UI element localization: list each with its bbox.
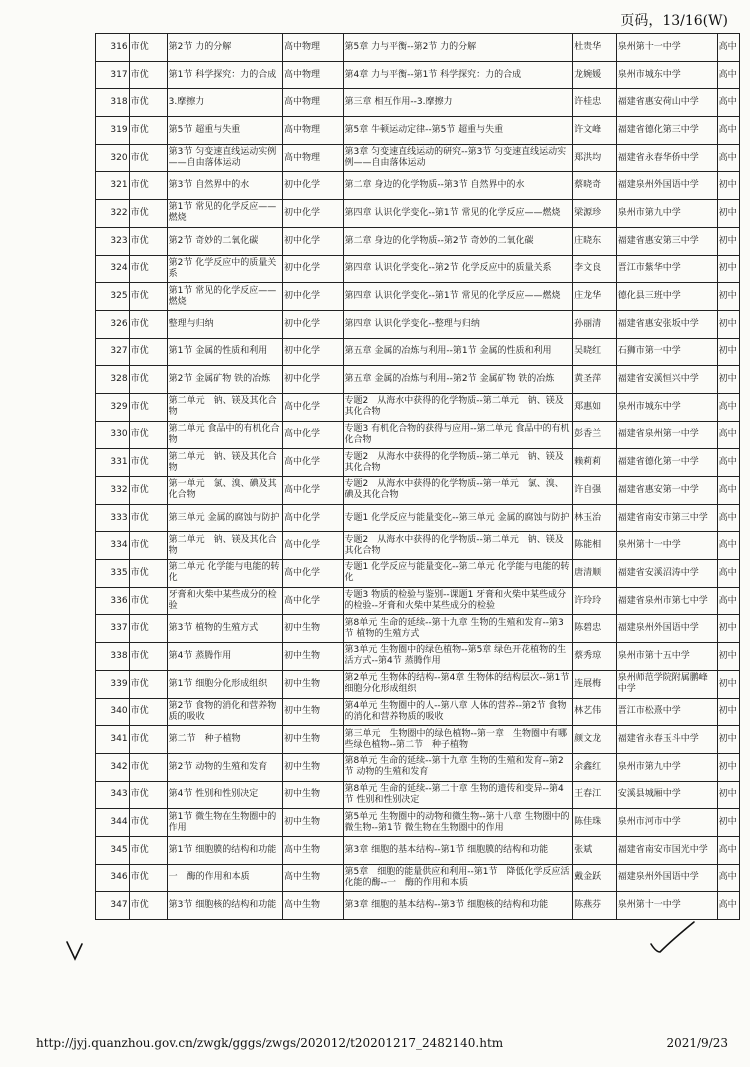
chapter-path-cell: 第五章 金属的冶炼与利用--第2节 金属矿物 铁的冶炼 [343, 366, 573, 394]
chapter-path-cell: 第8单元 生命的延续--第十九章 生物的生殖和发育--第2节 动物的生殖和发育 [343, 753, 573, 781]
lesson-title-cell: 第3节 植物的生殖方式 [167, 615, 282, 643]
teacher-name-cell: 蔡秀琼 [573, 643, 617, 671]
lesson-title-cell: 第二单元 钠、镁及其化合物 [167, 532, 282, 560]
teacher-name-cell: 陈碧忠 [573, 615, 617, 643]
lesson-title-cell: 第三单元 金属的腐蚀与防护 [167, 504, 282, 532]
subject-cell: 初中生物 [283, 670, 343, 698]
row-number-cell: 316 [96, 34, 130, 62]
lesson-title-cell: 第1节 科学探究：力的合成 [167, 61, 282, 89]
table-row [96, 781, 740, 809]
subject-cell: 初中生物 [283, 781, 343, 809]
table-row [96, 366, 740, 394]
subject-cell: 初中生物 [283, 726, 343, 754]
school-stage-cell: 初中 [717, 726, 739, 754]
chapter-path-cell: 第3章 匀变速直线运动的研究--第3节 匀变速直线运动实例——自由落体运动 [343, 144, 573, 172]
table-row [96, 615, 740, 643]
teacher-name-cell: 戴金跃 [573, 864, 617, 892]
award-level-cell: 市优 [129, 117, 167, 145]
award-level-cell: 市优 [129, 726, 167, 754]
school-name-cell: 泉州第十一中学 [616, 34, 717, 62]
award-level-cell: 市优 [129, 477, 167, 505]
subject-cell: 高中生物 [283, 864, 343, 892]
teacher-name-cell: 孙丽清 [573, 310, 617, 338]
award-level-cell: 市优 [129, 670, 167, 698]
chapter-path-cell: 第8单元 生命的延续--第二十章 生物的遗传和变异--第4节 性别和性别决定 [343, 781, 573, 809]
lesson-title-cell: 第2节 食物的消化和营养物质的吸收 [167, 698, 282, 726]
award-level-cell: 市优 [129, 809, 167, 837]
teacher-name-cell: 龙婉媛 [573, 61, 617, 89]
chapter-path-cell: 第二章 身边的化学物质--第3节 自然界中的水 [343, 172, 573, 200]
award-level-cell: 市优 [129, 34, 167, 62]
teacher-name-cell: 林玉治 [573, 504, 617, 532]
row-number-cell: 340 [96, 698, 130, 726]
chapter-path-cell: 第8单元 生命的延续--第十九章 生物的生殖和发育--第3节 植物的生殖方式 [343, 615, 573, 643]
school-stage-cell: 初中 [717, 227, 739, 255]
lesson-title-cell: 第4节 性别和性别决定 [167, 781, 282, 809]
subject-cell: 高中化学 [283, 560, 343, 588]
chapter-path-cell: 第5章 牛顿运动定律--第5节 超重与失重 [343, 117, 573, 145]
award-level-cell: 市优 [129, 698, 167, 726]
table-row [96, 809, 740, 837]
teacher-name-cell: 郑洪均 [573, 144, 617, 172]
subject-cell: 高中物理 [283, 89, 343, 117]
subject-cell: 初中生物 [283, 753, 343, 781]
table-row [96, 61, 740, 89]
chapter-path-cell: 第三章 相互作用--3.摩擦力 [343, 89, 573, 117]
row-number-cell: 333 [96, 504, 130, 532]
lesson-title-cell: 第二单元 化学能与电能的转化 [167, 560, 282, 588]
teacher-name-cell: 吴晓红 [573, 338, 617, 366]
table-row [96, 864, 740, 892]
teacher-name-cell: 庄龙华 [573, 283, 617, 311]
school-stage-cell: 初中 [717, 200, 739, 228]
school-stage-cell: 初中 [717, 255, 739, 283]
teacher-name-cell: 连展梅 [573, 670, 617, 698]
lesson-title-cell: 第二节 种子植物 [167, 726, 282, 754]
award-level-cell: 市优 [129, 89, 167, 117]
chapter-path-cell: 第4单元 生物圈中的人--第八章 人体的营养--第2节 食物的消化和营养物质的吸收 [343, 698, 573, 726]
teacher-name-cell: 许桂忠 [573, 89, 617, 117]
row-number-cell: 339 [96, 670, 130, 698]
subject-cell: 初中化学 [283, 227, 343, 255]
teacher-name-cell: 许自强 [573, 477, 617, 505]
table-row [96, 255, 740, 283]
subject-cell: 高中化学 [283, 587, 343, 615]
school-name-cell: 晋江市紫华中学 [616, 255, 717, 283]
row-number-cell: 336 [96, 587, 130, 615]
subject-cell: 高中物理 [283, 144, 343, 172]
row-number-cell: 328 [96, 366, 130, 394]
subject-cell: 初中化学 [283, 338, 343, 366]
teacher-name-cell: 陈佳珠 [573, 809, 617, 837]
row-number-cell: 346 [96, 864, 130, 892]
table-row [96, 726, 740, 754]
school-stage-cell: 高中 [717, 560, 739, 588]
row-number-cell: 321 [96, 172, 130, 200]
school-name-cell: 泉州市河市中学 [616, 809, 717, 837]
award-level-cell: 市优 [129, 753, 167, 781]
table-row [96, 393, 740, 421]
table-row [96, 836, 740, 864]
row-number-cell: 344 [96, 809, 130, 837]
school-stage-cell: 高中 [717, 587, 739, 615]
table-row [96, 670, 740, 698]
lesson-title-cell: 第2节 力的分解 [167, 34, 282, 62]
school-name-cell: 泉州市第九中学 [616, 753, 717, 781]
chapter-path-cell: 第5章 力与平衡--第2节 力的分解 [343, 34, 573, 62]
school-stage-cell: 高中 [717, 892, 739, 920]
subject-cell: 高中化学 [283, 477, 343, 505]
award-level-cell: 市优 [129, 643, 167, 671]
subject-cell: 高中生物 [283, 836, 343, 864]
teacher-name-cell: 赖莉莉 [573, 449, 617, 477]
teacher-name-cell: 庄晓东 [573, 227, 617, 255]
subject-cell: 初中生物 [283, 615, 343, 643]
school-stage-cell: 初中 [717, 366, 739, 394]
school-stage-cell: 高中 [717, 477, 739, 505]
row-number-cell: 342 [96, 753, 130, 781]
lesson-title-cell: 第二单元 钠、镁及其化合物 [167, 393, 282, 421]
footer-date: 2021/9/23 [666, 1036, 728, 1050]
chapter-path-cell: 第三单元 生物圈中的绿色植物--第一章 生物圈中有哪些绿色植物--第二节 种子植物 [343, 726, 573, 754]
lesson-title-cell: 第1节 常见的化学反应——燃烧 [167, 200, 282, 228]
teacher-name-cell: 余鑫红 [573, 753, 617, 781]
subject-cell: 初中生物 [283, 809, 343, 837]
school-name-cell: 泉州师范学院附属鹏峰中学 [616, 670, 717, 698]
subject-cell: 初中化学 [283, 366, 343, 394]
award-level-cell: 市优 [129, 532, 167, 560]
table-row [96, 753, 740, 781]
award-level-cell: 市优 [129, 587, 167, 615]
teacher-name-cell: 许玲玲 [573, 587, 617, 615]
school-name-cell: 泉州市第十五中学 [616, 643, 717, 671]
chapter-path-cell: 专题2 从海水中获得的化学物质--第二单元 钠、镁及其化合物 [343, 532, 573, 560]
row-number-cell: 343 [96, 781, 130, 809]
award-level-cell: 市优 [129, 172, 167, 200]
school-stage-cell: 初中 [717, 670, 739, 698]
table-row [96, 643, 740, 671]
school-stage-cell: 高中 [717, 393, 739, 421]
lesson-title-cell: 第二单元 钠、镁及其化合物 [167, 449, 282, 477]
lesson-title-cell: 第2节 化学反应中的质量关系 [167, 255, 282, 283]
teacher-name-cell: 王春江 [573, 781, 617, 809]
chapter-path-cell: 专题2 从海水中获得的化学物质--第一单元 氯、溴、碘及其化合物 [343, 477, 573, 505]
school-name-cell: 福建省泉州市第七中学 [616, 587, 717, 615]
row-number-cell: 322 [96, 200, 130, 228]
school-name-cell: 福建省永春玉斗中学 [616, 726, 717, 754]
chapter-path-cell: 第2单元 生物体的结构--第4章 生物体的结构层次--第1节 细胞分化形成组织 [343, 670, 573, 698]
school-stage-cell: 初中 [717, 172, 739, 200]
lesson-title-cell: 第1节 微生物在生物圈中的作用 [167, 809, 282, 837]
footer-url: http://jyj.quanzhou.gov.cn/zwgk/gggs/zwgs/202012/t20201217_2482140.htm [36, 1036, 504, 1050]
school-stage-cell: 高中 [717, 89, 739, 117]
lesson-title-cell: 第2节 奇妙的二氧化碳 [167, 227, 282, 255]
lesson-title-cell: 第1节 细胞膜的结构和功能 [167, 836, 282, 864]
lesson-title-cell: 第4节 蒸腾作用 [167, 643, 282, 671]
award-level-cell: 市优 [129, 615, 167, 643]
chapter-path-cell: 第四章 认识化学变化--第1节 常见的化学反应——燃烧 [343, 283, 573, 311]
award-level-cell: 市优 [129, 255, 167, 283]
school-name-cell: 泉州第十一中学 [616, 532, 717, 560]
school-name-cell: 福建泉州外国语中学 [616, 864, 717, 892]
teacher-name-cell: 颜文龙 [573, 726, 617, 754]
subject-cell: 高中化学 [283, 449, 343, 477]
table-row [96, 227, 740, 255]
check-mark-right-icon [648, 918, 698, 958]
table-row [96, 532, 740, 560]
table-row [96, 89, 740, 117]
school-name-cell: 福建泉州外国语中学 [616, 615, 717, 643]
chapter-path-cell: 第二章 身边的化学物质--第2节 奇妙的二氧化碳 [343, 227, 573, 255]
lesson-title-cell: 第一单元 氯、溴、碘及其化合物 [167, 477, 282, 505]
table-row [96, 587, 740, 615]
chapter-path-cell: 第5章 细胞的能量供应和利用--第1节 降低化学反应活化能的酶--一 酶的作用和本质 [343, 864, 573, 892]
lesson-title-cell: 第2节 金属矿物 铁的冶炼 [167, 366, 282, 394]
award-level-cell: 市优 [129, 61, 167, 89]
teacher-name-cell: 郑惠如 [573, 393, 617, 421]
page-number: 页码，13/16(W) [620, 13, 728, 29]
school-name-cell: 福建省永春华侨中学 [616, 144, 717, 172]
table-row [96, 172, 740, 200]
award-level-cell: 市优 [129, 227, 167, 255]
lesson-title-cell: 牙膏和火柴中某些成分的检验 [167, 587, 282, 615]
chapter-path-cell: 第3章 细胞的基本结构--第3节 细胞核的结构和功能 [343, 892, 573, 920]
school-name-cell: 泉州市第九中学 [616, 200, 717, 228]
row-number-cell: 332 [96, 477, 130, 505]
award-level-cell: 市优 [129, 200, 167, 228]
row-number-cell: 320 [96, 144, 130, 172]
subject-cell: 高中生物 [283, 892, 343, 920]
table-row [96, 421, 740, 449]
school-name-cell: 福建省南安市第三中学 [616, 504, 717, 532]
award-level-cell: 市优 [129, 421, 167, 449]
school-name-cell: 福建省安溪恒兴中学 [616, 366, 717, 394]
school-stage-cell: 初中 [717, 310, 739, 338]
school-name-cell: 福建省惠安张坂中学 [616, 310, 717, 338]
table-row [96, 144, 740, 172]
table-row [96, 504, 740, 532]
school-name-cell: 福建省德化第一中学 [616, 449, 717, 477]
school-stage-cell: 初中 [717, 643, 739, 671]
school-stage-cell: 高中 [717, 421, 739, 449]
school-stage-cell: 初中 [717, 809, 739, 837]
row-number-cell: 323 [96, 227, 130, 255]
school-stage-cell: 高中 [717, 864, 739, 892]
row-number-cell: 330 [96, 421, 130, 449]
school-stage-cell: 高中 [717, 532, 739, 560]
chapter-path-cell: 专题2 从海水中获得的化学物质--第二单元 钠、镁及其化合物 [343, 449, 573, 477]
row-number-cell: 318 [96, 89, 130, 117]
subject-cell: 初中化学 [283, 283, 343, 311]
table-row [96, 560, 740, 588]
school-stage-cell: 初中 [717, 781, 739, 809]
subject-cell: 高中物理 [283, 34, 343, 62]
teacher-name-cell: 陈燕芬 [573, 892, 617, 920]
award-level-cell: 市优 [129, 864, 167, 892]
chapter-path-cell: 第4章 力与平衡--第1节 科学探究：力的合成 [343, 61, 573, 89]
table-row [96, 283, 740, 311]
row-number-cell: 329 [96, 393, 130, 421]
check-mark-left-icon [64, 938, 90, 964]
lesson-title-cell: 整理与归纳 [167, 310, 282, 338]
table-row [96, 200, 740, 228]
lesson-title-cell: 第5节 超重与失重 [167, 117, 282, 145]
lesson-title-cell: 第1节 常见的化学反应——燃烧 [167, 283, 282, 311]
award-level-cell: 市优 [129, 310, 167, 338]
lesson-title-cell: 3.摩擦力 [167, 89, 282, 117]
teacher-name-cell: 唐清顺 [573, 560, 617, 588]
award-level-cell: 市优 [129, 449, 167, 477]
row-number-cell: 338 [96, 643, 130, 671]
subject-cell: 高中化学 [283, 421, 343, 449]
row-number-cell: 317 [96, 61, 130, 89]
chapter-path-cell: 专题1 化学反应与能量变化--第二单元 化学能与电能的转化 [343, 560, 573, 588]
subject-cell: 高中化学 [283, 532, 343, 560]
school-name-cell: 德化县三班中学 [616, 283, 717, 311]
school-stage-cell: 高中 [717, 144, 739, 172]
award-level-cell: 市优 [129, 560, 167, 588]
award-table [95, 33, 740, 920]
school-name-cell: 石狮市第一中学 [616, 338, 717, 366]
lesson-title-cell: 第2节 动物的生殖和发育 [167, 753, 282, 781]
table-row [96, 698, 740, 726]
subject-cell: 初中化学 [283, 255, 343, 283]
teacher-name-cell: 李文良 [573, 255, 617, 283]
row-number-cell: 345 [96, 836, 130, 864]
school-name-cell: 福建泉州外国语中学 [616, 172, 717, 200]
award-level-cell: 市优 [129, 338, 167, 366]
table-row [96, 117, 740, 145]
school-name-cell: 福建省安溪沼涛中学 [616, 560, 717, 588]
table-row [96, 310, 740, 338]
subject-cell: 高中物理 [283, 61, 343, 89]
row-number-cell: 335 [96, 560, 130, 588]
lesson-title-cell: 一 酶的作用和本质 [167, 864, 282, 892]
school-name-cell: 泉州市城东中学 [616, 61, 717, 89]
chapter-path-cell: 专题3 物质的检验与鉴别--课题1 牙膏和火柴中某些成分的检验--牙膏和火柴中某些成分的检验 [343, 587, 573, 615]
chapter-path-cell: 第五章 金属的冶炼与利用--第1节 金属的性质和利用 [343, 338, 573, 366]
row-number-cell: 331 [96, 449, 130, 477]
award-level-cell: 市优 [129, 393, 167, 421]
chapter-path-cell: 专题3 有机化合物的获得与应用--第二单元 食品中的有机化合物 [343, 421, 573, 449]
subject-cell: 初中生物 [283, 643, 343, 671]
award-level-cell: 市优 [129, 836, 167, 864]
school-stage-cell: 高中 [717, 836, 739, 864]
school-name-cell: 安溪县城厢中学 [616, 781, 717, 809]
table-row [96, 34, 740, 62]
lesson-title-cell: 第1节 细胞分化形成组织 [167, 670, 282, 698]
row-number-cell: 325 [96, 283, 130, 311]
school-stage-cell: 初中 [717, 283, 739, 311]
lesson-title-cell: 第1节 金属的性质和利用 [167, 338, 282, 366]
school-name-cell: 福建省惠安第三中学 [616, 227, 717, 255]
row-number-cell: 324 [96, 255, 130, 283]
table-row [96, 338, 740, 366]
school-name-cell: 福建省德化第三中学 [616, 117, 717, 145]
school-stage-cell: 高中 [717, 61, 739, 89]
row-number-cell: 319 [96, 117, 130, 145]
teacher-name-cell: 杜贵华 [573, 34, 617, 62]
award-level-cell: 市优 [129, 504, 167, 532]
school-name-cell: 泉州市城东中学 [616, 393, 717, 421]
subject-cell: 初中生物 [283, 698, 343, 726]
row-number-cell: 334 [96, 532, 130, 560]
teacher-name-cell: 梁源珍 [573, 200, 617, 228]
school-stage-cell: 初中 [717, 615, 739, 643]
school-name-cell: 晋江市松熹中学 [616, 698, 717, 726]
subject-cell: 初中化学 [283, 200, 343, 228]
school-stage-cell: 初中 [717, 753, 739, 781]
award-level-cell: 市优 [129, 892, 167, 920]
lesson-title-cell: 第3节 细胞核的结构和功能 [167, 892, 282, 920]
teacher-name-cell: 彭香兰 [573, 421, 617, 449]
table-row [96, 892, 740, 920]
subject-cell: 初中化学 [283, 310, 343, 338]
chapter-path-cell: 专题1 化学反应与能量变化--第三单元 金属的腐蚀与防护 [343, 504, 573, 532]
chapter-path-cell: 第四章 认识化学变化--整理与归纳 [343, 310, 573, 338]
award-level-cell: 市优 [129, 144, 167, 172]
table-row [96, 449, 740, 477]
chapter-path-cell: 第3章 细胞的基本结构--第1节 细胞膜的结构和功能 [343, 836, 573, 864]
chapter-path-cell: 专题2 从海水中获得的化学物质--第二单元 钠、镁及其化合物 [343, 393, 573, 421]
row-number-cell: 327 [96, 338, 130, 366]
school-stage-cell: 高中 [717, 34, 739, 62]
subject-cell: 高中物理 [283, 117, 343, 145]
lesson-title-cell: 第3节 匀变速直线运动实例——自由落体运动 [167, 144, 282, 172]
school-name-cell: 泉州第十一中学 [616, 892, 717, 920]
school-name-cell: 福建省惠安荷山中学 [616, 89, 717, 117]
school-stage-cell: 高中 [717, 449, 739, 477]
row-number-cell: 337 [96, 615, 130, 643]
award-level-cell: 市优 [129, 366, 167, 394]
school-name-cell: 福建省惠安第一中学 [616, 477, 717, 505]
chapter-path-cell: 第四章 认识化学变化--第2节 化学反应中的质量关系 [343, 255, 573, 283]
school-name-cell: 福建省泉州第一中学 [616, 421, 717, 449]
lesson-title-cell: 第二单元 食品中的有机化合物 [167, 421, 282, 449]
school-name-cell: 福建省南安市国光中学 [616, 836, 717, 864]
teacher-name-cell: 黄圣萍 [573, 366, 617, 394]
teacher-name-cell: 张斌 [573, 836, 617, 864]
subject-cell: 高中化学 [283, 504, 343, 532]
row-number-cell: 341 [96, 726, 130, 754]
teacher-name-cell: 陈能相 [573, 532, 617, 560]
table-row [96, 477, 740, 505]
chapter-path-cell: 第5单元 生物圈中的动物和微生物--第十八章 生物圈中的微生物--第1节 微生物在生物圈中的作用 [343, 809, 573, 837]
chapter-path-cell: 第四章 认识化学变化--第1节 常见的化学反应——燃烧 [343, 200, 573, 228]
subject-cell: 初中化学 [283, 172, 343, 200]
teacher-name-cell: 蔡晓奇 [573, 172, 617, 200]
row-number-cell: 347 [96, 892, 130, 920]
school-stage-cell: 高中 [717, 504, 739, 532]
teacher-name-cell: 许文峰 [573, 117, 617, 145]
lesson-title-cell: 第3节 自然界中的水 [167, 172, 282, 200]
award-level-cell: 市优 [129, 283, 167, 311]
award-level-cell: 市优 [129, 781, 167, 809]
school-stage-cell: 高中 [717, 117, 739, 145]
row-number-cell: 326 [96, 310, 130, 338]
chapter-path-cell: 第3单元 生物圈中的绿色植物--第5章 绿色开花植物的生活方式--第4节 蒸腾作用 [343, 643, 573, 671]
subject-cell: 高中化学 [283, 393, 343, 421]
school-stage-cell: 初中 [717, 698, 739, 726]
school-stage-cell: 初中 [717, 338, 739, 366]
teacher-name-cell: 林艺伟 [573, 698, 617, 726]
